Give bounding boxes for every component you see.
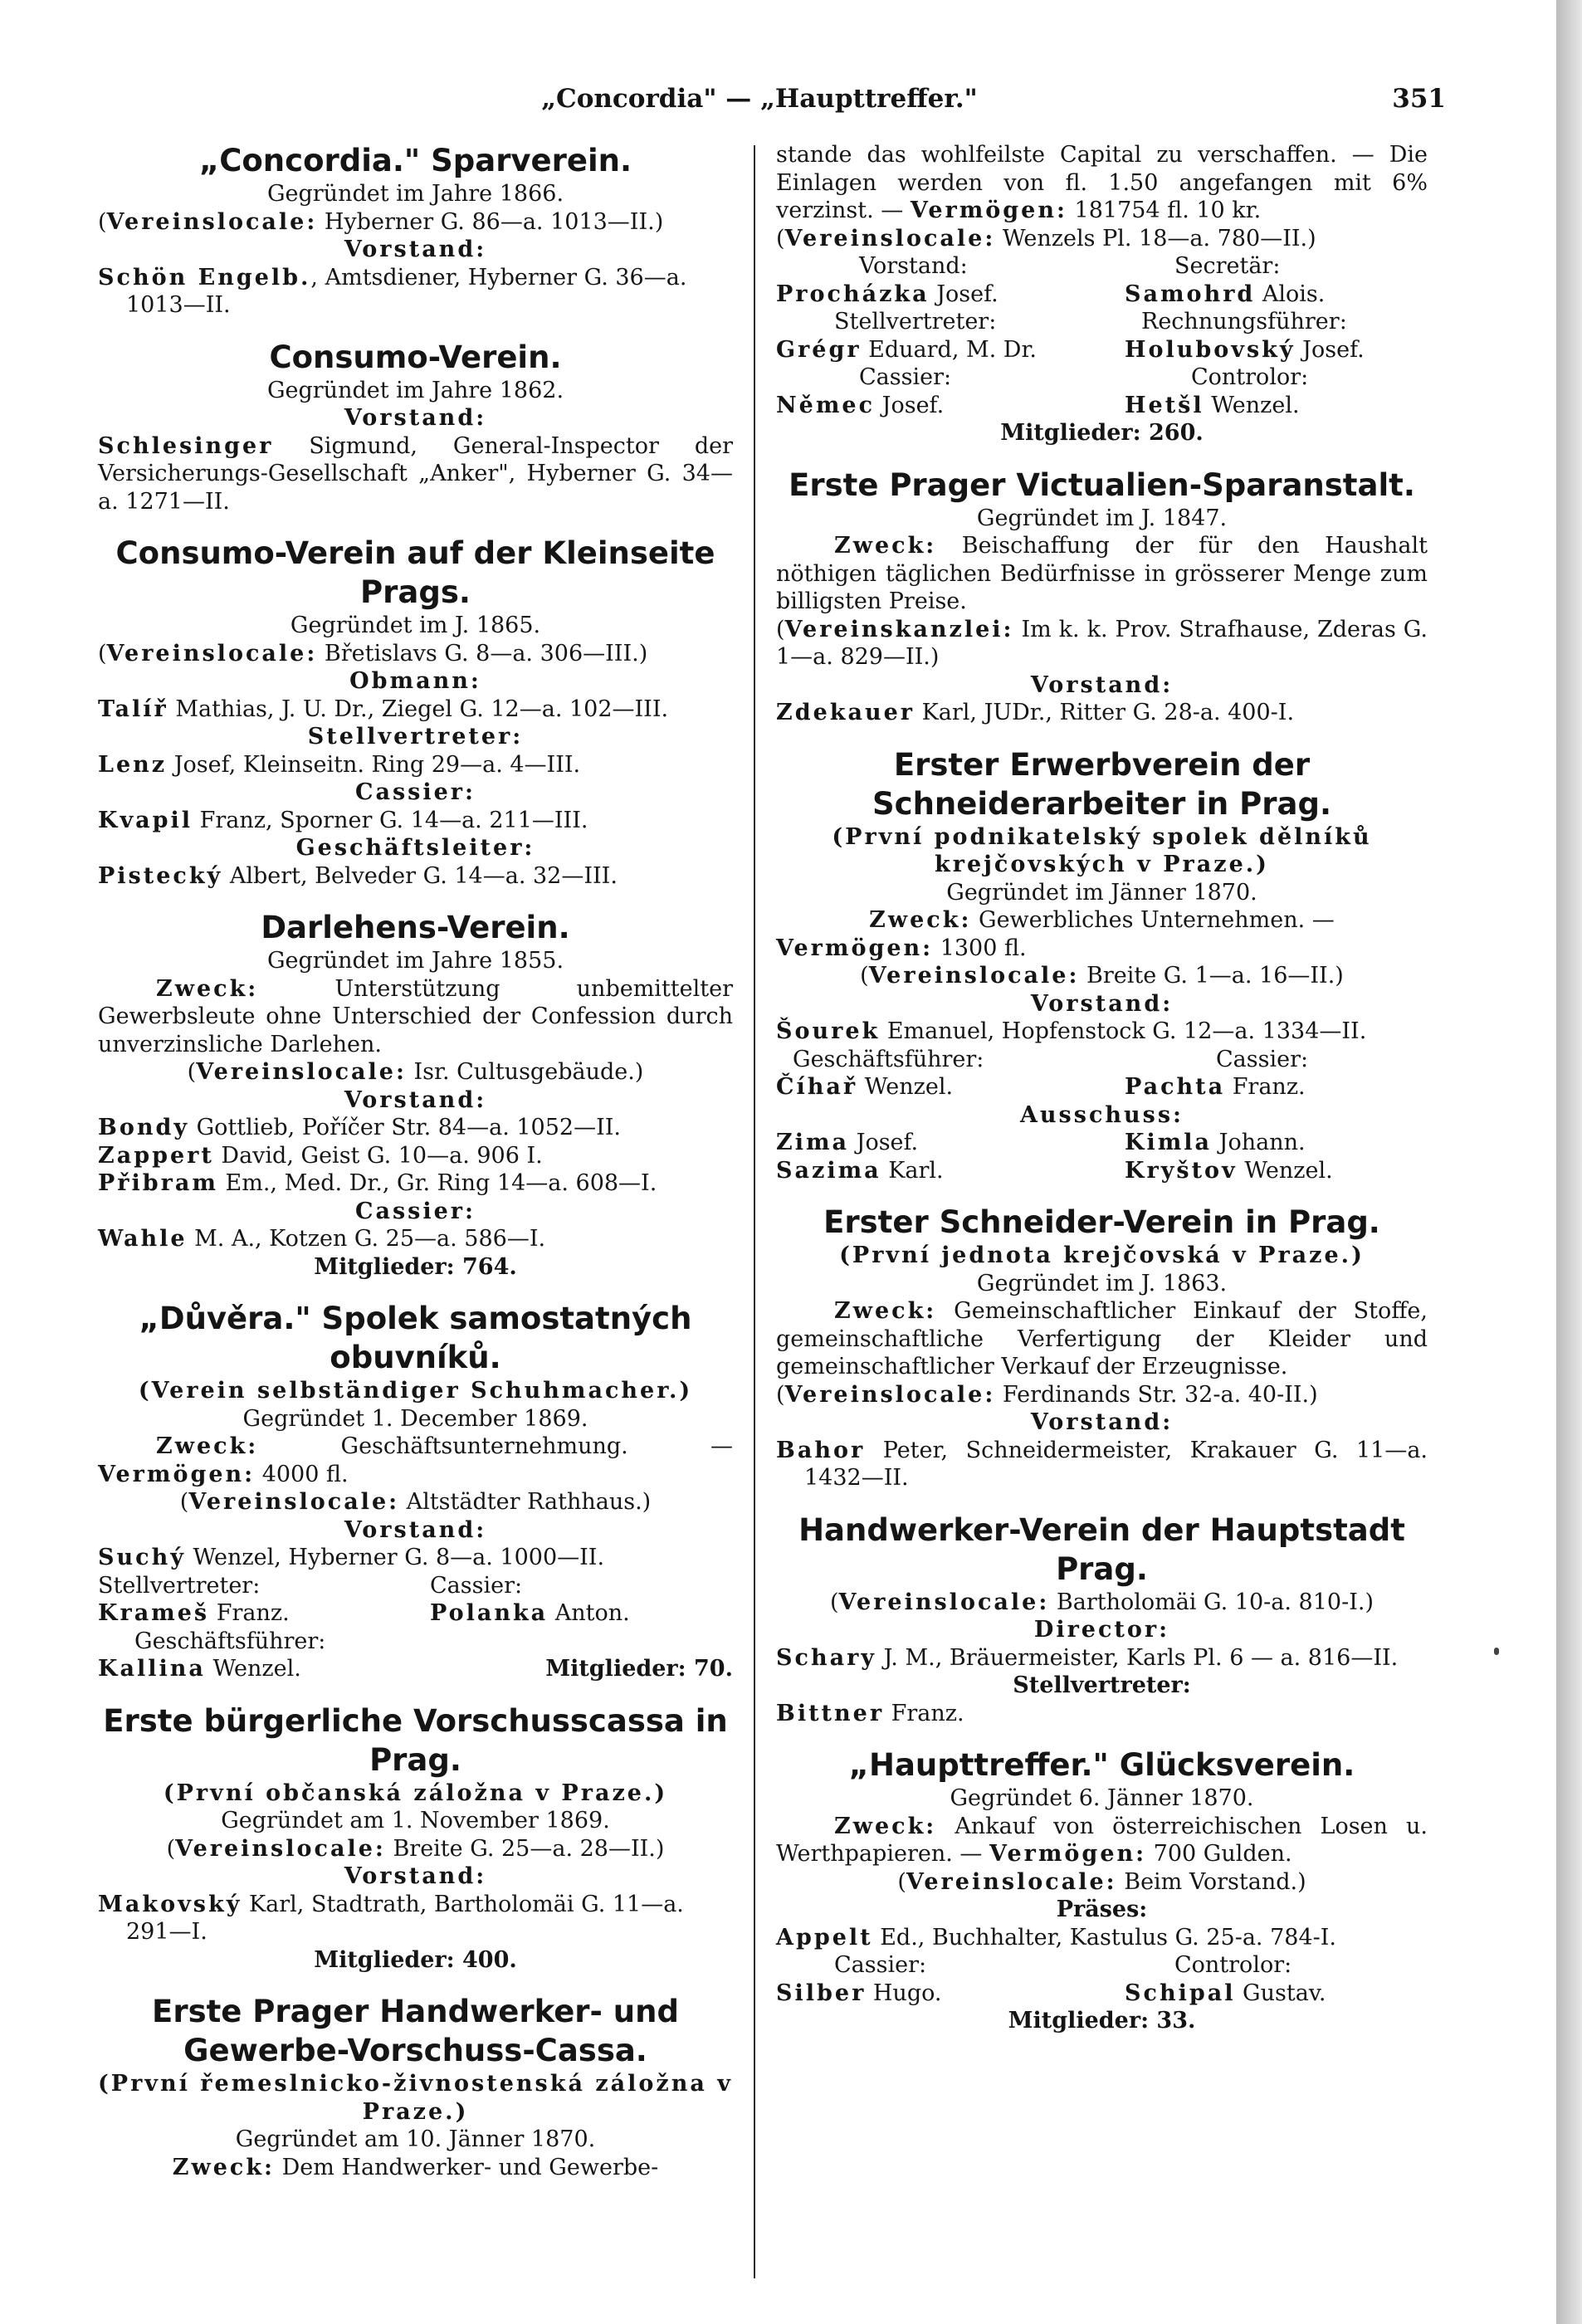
entry-title: Consumo-Verein.: [269, 339, 562, 375]
cashier-entry: [1125, 1073, 1306, 1101]
person-name: Makovský: [98, 1891, 242, 1917]
person-name: Přibram: [98, 1170, 218, 1196]
left-column: [98, 141, 733, 2181]
entry-title: „Haupttreffer." Glücksverein.: [848, 1747, 1355, 1783]
purpose-label: Zweck:: [172, 2154, 275, 2180]
locale-value: Breite G. 1—a. 16—II.): [1079, 963, 1344, 989]
page-number: 351: [1392, 84, 1446, 114]
purpose-text: Gewerbliches Unternehmen. —: [971, 907, 1335, 933]
director-label: Director:: [1033, 1617, 1170, 1643]
manager-entry: [776, 1073, 1125, 1101]
board-entry: [98, 1169, 733, 1198]
assets-label: Vermögen:: [98, 1461, 256, 1487]
person-name: Procházka: [776, 281, 930, 307]
locale-value: Isr. Cultusgebäude.): [406, 1059, 644, 1085]
person-detail: J. M., Bräuermeister, Karls Pl. 6 — a. 816—II.: [876, 1644, 1399, 1671]
deputy-entry: [776, 336, 1125, 364]
person-name: Wahle: [98, 1226, 188, 1252]
person-name: Schary: [776, 1644, 876, 1671]
locale: (Vereinslocale: Wenzels Pl. 18—a. 780—II.): [776, 225, 1316, 251]
purpose-label: Zweck:: [834, 1298, 937, 1324]
locale-label: Vereinslocale:: [784, 1381, 996, 1408]
board-entry: [776, 1018, 1428, 1046]
cashier-entry: [776, 1980, 1125, 2008]
person-detail: Emanuel, Hopfenstock G. 12—a. 1334—II.: [880, 1018, 1367, 1044]
person-detail: Peter, Schneidermeister, Krakauer G. 11—a. 1432—II.: [804, 1437, 1428, 1491]
board-label: Vorstand:: [1030, 671, 1174, 698]
board-entry: [98, 1544, 733, 1572]
assets-label: Vermögen:: [910, 198, 1067, 223]
accountant-entry: [1125, 336, 1365, 364]
person-name: Schlesinger: [98, 432, 274, 459]
person-name: Suchý: [98, 1545, 186, 1570]
person-detail: Ed., Buchhalter, Kastulus G. 25-a. 784-I.: [872, 1924, 1336, 1950]
chair-entry: [98, 696, 733, 724]
purpose: [776, 1297, 1428, 1381]
locale: (Vereinslocale: Bartholomäi G. 10-a. 810-I.): [830, 1589, 1374, 1615]
locale-value: Bartholomäi G. 10-a. 810-I.): [1049, 1589, 1374, 1615]
accountant-label: Rechnungsführer:: [1141, 309, 1347, 334]
locale: (Vereinslocale: Ferdinands Str. 32-a. 40-II.): [776, 1381, 1318, 1408]
person-detail: Gustav.: [1235, 1980, 1326, 2006]
founded: Gegründet am 1. November 1869.: [221, 1808, 610, 1833]
person-detail: Wenzel.: [1237, 1157, 1333, 1184]
board-label: Vorstand:: [1030, 1409, 1174, 1435]
purpose: [98, 975, 733, 1059]
president-label: Präses:: [1056, 1897, 1148, 1922]
controller-label: Controlor:: [1191, 364, 1309, 390]
manager-entry: [98, 862, 733, 891]
locale: (Vereinslocale: Breite G. 25—a. 28—II.): [166, 1835, 665, 1862]
founded: Gegründet im J. 1847.: [976, 505, 1228, 531]
assets: [776, 935, 1428, 963]
locale: (Vereinslocale: Breite G. 1—a. 16—II.): [860, 963, 1344, 989]
board-entry: [776, 1437, 1428, 1492]
entry-title: „Důvěra." Spolek samostatných obuvníků.: [139, 1301, 692, 1375]
person-detail: Karl, JUDr., Ritter G. 28-a. 400-I.: [915, 700, 1295, 725]
controller-entry: [1125, 1980, 1326, 2008]
person-name: Krameš: [98, 1600, 210, 1626]
assets-value: 181754 fl. 10 kr.: [1067, 198, 1262, 223]
locale: (Vereinslocale: Isr. Cultusgebäude.): [187, 1059, 644, 1085]
manager-entry: [98, 1655, 430, 1683]
entry-title: Erste bürgerliche Vorschusscassa in Prag.: [103, 1702, 728, 1778]
locale-value: Beim Vorstand.): [1116, 1868, 1306, 1895]
board-entry: [98, 432, 733, 516]
deputy-entry: [776, 1700, 1428, 1728]
person-detail: Franz.: [209, 1600, 290, 1626]
cashier-label: Cassier:: [1216, 1046, 1309, 1072]
locale-label: Vereinslocale:: [196, 1059, 407, 1085]
locale: (Vereinslocale: Břetislavs G. 8—a. 306—III.): [98, 640, 648, 666]
person-detail: Wenzel.: [205, 1656, 301, 1682]
board-entry: [776, 281, 1125, 309]
person-detail: Anton.: [548, 1600, 630, 1626]
board-entry: [98, 1891, 733, 1946]
entry-title: Consumo-Verein auf der Kleinseite Prags.: [115, 535, 715, 610]
entry-schneider-verein: [776, 1203, 1428, 1492]
board-entry: [98, 1142, 733, 1170]
manager-label: Geschäftsleiter:: [295, 835, 535, 861]
purpose-label: Zweck:: [834, 1813, 937, 1839]
board-entry: [98, 264, 733, 320]
committee-label: Ausschuss:: [1019, 1101, 1184, 1128]
founded: Gegründet am 10. Jänner 1870.: [235, 2126, 596, 2152]
cashier-label: Cassier:: [430, 1572, 523, 1599]
person-name: Kvapil: [98, 807, 193, 833]
locale-value: Altstädter Rathhaus.): [399, 1489, 652, 1515]
locale-value: Hyberner G. 86—a. 1013—II.): [317, 208, 664, 235]
manager-label: Geschäftsführer:: [793, 1046, 984, 1072]
assets-label: Vermögen:: [989, 1841, 1147, 1867]
person-detail: Hugo.: [866, 1980, 942, 2006]
president-entry: [776, 1924, 1428, 1952]
role-labels-row: [776, 308, 1428, 336]
person-name: Šourek: [776, 1018, 881, 1044]
purpose-text: Ankauf von österreichischen Losen u. Werthpapieren. —: [776, 1813, 1428, 1867]
role-labels-row: [776, 252, 1428, 281]
person-detail: M. A., Kotzen G. 25—a. 586—I.: [187, 1226, 546, 1252]
founded: Gegründet 1. December 1869.: [242, 1405, 588, 1432]
entry-erwerbverein: [776, 745, 1428, 1185]
person-name: Kryštov: [1125, 1157, 1238, 1184]
entry-victualien: [776, 466, 1428, 727]
deputy-label: Stellvertreter:: [98, 1572, 261, 1599]
purpose: [776, 906, 1428, 935]
assets-value: 700 Gulden.: [1146, 1841, 1292, 1867]
person-detail: Josef.: [1295, 336, 1365, 363]
role-names-row: [98, 1599, 733, 1628]
members: Mitglieder: 400.: [314, 1946, 517, 1973]
locale-label: Vereinslocale:: [106, 640, 318, 666]
person-detail: Josef, Kleinseitn. Ring 29—a. 4—III.: [167, 751, 581, 778]
entry-subtitle: (První občanská záložna v Praze.): [163, 1780, 668, 1806]
locale: (Vereinslocale: Hyberner G. 86—a. 1013—II.): [98, 208, 664, 235]
entry-consumo-kleinseite: [98, 534, 733, 890]
purpose-label: Zweck:: [834, 533, 937, 559]
person-detail: Josef.: [875, 392, 945, 418]
person-detail: David, Geist G. 10—a. 906 I.: [213, 1142, 543, 1169]
purpose: [776, 1813, 1428, 1868]
locale: (Vereinslocale: Altstädter Rathhaus.): [179, 1489, 652, 1515]
purpose-text: Geschäftsunternehmung. —: [258, 1433, 733, 1459]
members: Mitglieder: 764.: [314, 1253, 517, 1280]
entry-title: Darlehens-Verein.: [261, 910, 570, 945]
person-detail: Josef.: [929, 281, 999, 307]
director-entry: [776, 1644, 1428, 1672]
office-value: Im k. k. Prov. Strafhause, Zderas G. 1—a. 829—II.): [776, 616, 1428, 670]
person-detail: Sigmund, General-Inspector der Versicherungs-Gesellschaft „Anker", Hyberner G. 34—a. 1271—II.: [98, 432, 733, 515]
person-detail: Karl.: [881, 1157, 944, 1184]
person-name: Bondy: [98, 1115, 190, 1140]
controller-label: Controlor:: [1174, 1952, 1292, 1978]
entry-title: Erster Schneider-Verein in Prag.: [823, 1204, 1380, 1240]
locale-value: Breite G. 25—a. 28—II.): [385, 1835, 665, 1862]
purpose-text: Beischaffung der für den Haushalt nöthigen täglichen Bedürfnisse in grösserer Menge zum billigsten Preise.: [776, 533, 1428, 614]
board-entry: [776, 699, 1428, 727]
role-names-row: [776, 281, 1428, 309]
locale-label: Vereinslocale:: [188, 1489, 400, 1515]
person-detail: Mathias, J. U. Dr., Ziegel G. 12—a. 102—III.: [168, 696, 669, 722]
cashier-label: Cassier:: [354, 779, 476, 805]
deputy-label: Stellvertreter:: [834, 309, 997, 334]
entry-darlehens: [98, 908, 733, 1281]
purpose: [98, 1433, 733, 1488]
person-name: Holubovský: [1125, 336, 1296, 363]
person-name: Silber: [776, 1980, 867, 2006]
secretary-entry: [1125, 281, 1325, 309]
role-names-row: [776, 392, 1428, 420]
board-label: Vorstand:: [344, 1516, 487, 1543]
entry-subtitle: (Verein selbständiger Schuhmacher.): [138, 1378, 693, 1404]
person-detail: Eduard, M. Dr.: [861, 336, 1037, 363]
person-name: Samohrd: [1125, 281, 1256, 307]
person-name: Zdekauer: [776, 700, 916, 725]
secretary-label: Secretär:: [1174, 253, 1281, 279]
assets-label: Vermögen:: [776, 935, 934, 961]
person-detail: Franz.: [1225, 1074, 1306, 1100]
founded: Gegründet im J. 1863.: [976, 1270, 1228, 1296]
continued-purpose: stande das wohlfeilste Capital zu verschaffen. — Die Einlagen werden von fl. 1.50 angefangen mit 6% verzinst. —: [776, 142, 1428, 223]
person-name: Hetšl: [1125, 392, 1204, 418]
committee-entry: [1125, 1129, 1306, 1157]
entry-duvera: [98, 1299, 733, 1683]
purpose-text: Unterstützung unbemittelter Gewerbsleute ohne Unterschied der Confession durch unverzinsliche Darlehen.: [98, 975, 733, 1057]
page-edge-shadow: [1556, 0, 1582, 2324]
locale-label: Vereinslocale:: [838, 1589, 1050, 1615]
manager-label: Geschäftsführer:: [134, 1628, 326, 1654]
locale-label: Vereinslocale:: [175, 1835, 386, 1862]
cashier-label: Cassier:: [859, 364, 952, 390]
purpose-label: Zweck:: [869, 907, 972, 933]
cashier-label: Cassier:: [354, 1198, 476, 1224]
role-labels-row: [98, 1572, 733, 1600]
board-label: Vorstand:: [1030, 990, 1174, 1017]
person-name: Grégr: [776, 336, 862, 363]
committee-row: [776, 1157, 1428, 1185]
locale-value: Ferdinands Str. 32-a. 40-II.): [995, 1381, 1318, 1408]
ink-speck: [1494, 1648, 1499, 1655]
person-name: Sazima: [776, 1157, 881, 1184]
person-name: Schön Engelb.: [98, 264, 311, 290]
person-name: Lenz: [98, 751, 168, 778]
entry-handwerker-cassa: [98, 1992, 733, 2181]
person-name: Bittner: [776, 1700, 885, 1726]
person-name: Bahor: [776, 1437, 866, 1463]
role-names-row: [776, 336, 1428, 364]
right-column: [776, 141, 1428, 2035]
person-detail: Johann.: [1212, 1130, 1306, 1155]
person-name: Kimla: [1125, 1130, 1213, 1155]
office-label: Vereinskanzlei:: [784, 616, 1014, 642]
person-name: Kallina: [98, 1656, 206, 1682]
person-detail: , Amtsdiener, Hyberner G. 36—a. 1013—II.: [126, 264, 687, 318]
chair-label: Obmann:: [349, 668, 481, 694]
entry-consumo: [98, 338, 733, 516]
person-name: Talíř: [98, 696, 168, 722]
assets-value: 1300 fl.: [933, 935, 1027, 961]
running-header: „Concordia" — „Haupttreffer.": [541, 84, 978, 114]
continued-text: [776, 141, 1428, 225]
entry-subtitle: (První jednota krejčovská v Praze.): [839, 1243, 1365, 1268]
role-names-row: [776, 1073, 1428, 1101]
members: Mitglieder: 70.: [545, 1656, 733, 1682]
cashier-entry: [430, 1599, 630, 1628]
person-name: Zappert: [98, 1142, 214, 1169]
person-detail: Gottlieb, Poříčer Str. 84—a. 1052—II.: [189, 1115, 621, 1140]
founded: Gegründet im Jänner 1870.: [946, 879, 1257, 906]
person-detail: Franz.: [884, 1700, 964, 1726]
purpose-text: Gemeinschaftlicher Einkauf der Stoffe, gemeinschaftliche Verfertigung der Kleider und gemeinschaftlicher Verkauf der Erzeugnisse.: [776, 1298, 1428, 1379]
locale-label: Vereinslocale:: [106, 208, 318, 235]
committee-entry: [1125, 1157, 1333, 1185]
entry-continuation: [776, 141, 1428, 447]
entry-vorschusscassa: [98, 1702, 733, 1975]
person-name: Schipal: [1125, 1980, 1236, 2006]
deputy-entry: [98, 751, 733, 779]
person-detail: Wenzel.: [1204, 392, 1300, 418]
locale-label: Vereinslocale:: [906, 1868, 1117, 1895]
committee-row: [776, 1129, 1428, 1157]
role-names-row: [776, 1980, 1428, 2008]
committee-entry: [776, 1129, 1125, 1157]
role-labels-row: [776, 1951, 1428, 1980]
deputy-label: Stellvertreter:: [307, 724, 524, 749]
founded: Gegründet 6. Jänner 1870.: [950, 1785, 1254, 1811]
cashier-entry: [98, 1225, 733, 1253]
person-name: Číhař: [776, 1074, 858, 1100]
entry-title: „Concordia." Sparverein.: [198, 143, 632, 178]
assets-value: 4000 fl.: [255, 1461, 349, 1487]
entry-title: Erster Erwerbverein der Schneiderarbeiter in Prag.: [872, 746, 1332, 822]
purpose-label: Zweck:: [156, 1433, 259, 1459]
locale-label: Vereinslocale:: [868, 963, 1080, 989]
entry-title: Erste Prager Victualien-Sparanstalt.: [789, 466, 1415, 503]
founded: Gegründet im Jahre 1855.: [266, 948, 564, 974]
board-label: Vorstand:: [344, 237, 487, 262]
person-name: Pistecký: [98, 862, 223, 889]
person-name: Zima: [776, 1130, 850, 1155]
column-divider: [754, 145, 755, 2278]
office: (Vereinskanzlei: Im k. k. Prov. Strafhause, Zderas G. 1—a. 829—II.): [776, 616, 1428, 670]
person-detail: Albert, Belveder G. 14—a. 32—III.: [222, 862, 618, 889]
entry-subtitle: (První řemeslnicko-živnostenská záložna v Praze.): [98, 2071, 733, 2125]
cashier-label: Cassier:: [834, 1952, 927, 1978]
controller-entry: [1125, 392, 1300, 420]
entry-handwerker-verein: [776, 1511, 1428, 1728]
locale-value: Břetislavs G. 8—a. 306—III.): [317, 640, 648, 666]
members: Mitglieder: 260.: [1000, 420, 1204, 446]
person-name: Polanka: [430, 1600, 549, 1626]
purpose: [776, 532, 1428, 616]
locale-label: Vereinslocale:: [784, 225, 996, 251]
board-label: Vorstand:: [344, 1086, 487, 1113]
person-detail: Em., Med. Dr., Gr. Ring 14—a. 608—I.: [217, 1170, 657, 1196]
manager-row: [98, 1655, 733, 1683]
members: Mitglieder: 33.: [1008, 2008, 1196, 2034]
role-labels-row: [776, 364, 1428, 392]
person-detail: Karl, Stadtrath, Bartholomäi G. 11—a. 291—I.: [126, 1891, 684, 1945]
purpose-text: Dem Handwerker- und Gewerbe-: [275, 2154, 659, 2180]
person-name: Pachta: [1125, 1074, 1226, 1100]
person-name: Němec: [776, 392, 876, 418]
role-labels-row: [776, 1046, 1428, 1074]
person-detail: Wenzel, Hyberner G. 8—a. 1000—II.: [185, 1545, 605, 1570]
entry-title: Handwerker-Verein der Hauptstadt Prag.: [798, 1511, 1405, 1587]
board-label: Vorstand:: [344, 405, 487, 431]
entry-title: Erste Prager Handwerker- und Gewerbe-Vorschuss-Cassa.: [152, 1994, 679, 2068]
cashier-entry: [98, 807, 733, 835]
person-detail: Franz, Sporner G. 14—a. 211—III.: [193, 807, 588, 833]
purpose-label: Zweck:: [156, 975, 259, 1002]
entry-concordia: [98, 141, 733, 320]
locale-value: Wenzels Pl. 18—a. 780—II.): [995, 225, 1316, 251]
founded: Gegründet im Jahre 1866.: [266, 181, 564, 207]
deputy-label: Stellvertreter:: [1013, 1672, 1191, 1698]
person-detail: Josef.: [849, 1130, 919, 1155]
locale: (Vereinslocale: Beim Vorstand.): [897, 1868, 1306, 1895]
entry-subtitle: (První podnikatelský spolek dělníků krejčovských v Praze.): [832, 823, 1372, 877]
committee-entry: [776, 1157, 1125, 1185]
board-label: Vorstand:: [344, 1863, 487, 1889]
board-entry: [98, 1114, 733, 1142]
deputy-entry: [98, 1599, 430, 1628]
cashier-entry: [776, 392, 1125, 420]
person-detail: Alois.: [1255, 281, 1326, 307]
founded: Gegründet im J. 1865.: [290, 613, 541, 638]
person-detail: Wenzel.: [857, 1074, 954, 1100]
purpose: [98, 2154, 733, 2182]
founded: Gegründet im Jahre 1862.: [266, 377, 564, 403]
board-label: Vorstand:: [859, 253, 968, 279]
entry-haupttreffer: [776, 1745, 1428, 2035]
person-name: Appelt: [776, 1924, 873, 1950]
